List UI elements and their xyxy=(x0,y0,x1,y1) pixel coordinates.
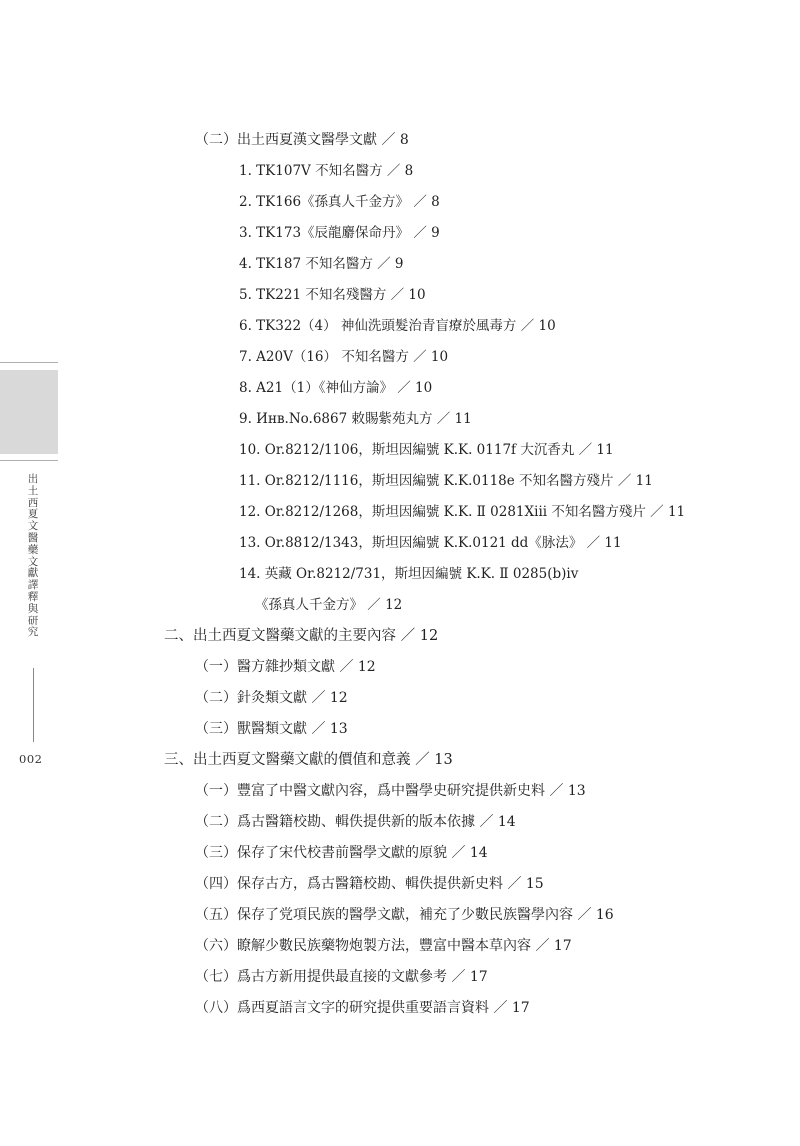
toc-entry: （六）瞭解少數民族藥物炮製方法，豐富中醫本草內容 ／ 17 xyxy=(195,938,572,954)
toc-entry: （八）爲西夏語言文字的研究提供重要語言資料 ／ 17 xyxy=(195,1000,530,1016)
toc-entry: （二）爲古醫籍校勘、輯佚提供新的版本依據 ／ 14 xyxy=(195,814,516,830)
margin-rule-top xyxy=(0,362,58,363)
toc-entry: （二）針灸類文獻 ／ 12 xyxy=(195,690,348,706)
page-number: 002 xyxy=(19,752,43,766)
toc-section-heading: 二、出土西夏文醫藥文獻的主要內容 ／ 12 xyxy=(164,628,439,644)
toc-entry: （七）爲古方新用提供最直接的文獻參考 ／ 17 xyxy=(195,969,488,985)
margin-gray-block xyxy=(0,370,58,454)
toc-section-heading: 三、出土西夏文醫藥文獻的價值和意義 ／ 13 xyxy=(164,752,453,768)
toc-entry: 14. 英藏 Or.8212/731，斯坦因編號 K.K. Ⅱ 0285(b)iv xyxy=(239,566,579,582)
running-book-title: 出土西夏文醫藥文獻譯釋與研究 xyxy=(27,473,39,639)
toc-entry: 6. TK322（4） 神仙洗頭髮治青盲療於風毒方 ／ 10 xyxy=(239,318,556,334)
toc-entry: （三）獸醫類文獻 ／ 13 xyxy=(195,721,348,737)
toc-entry: （三）保存了宋代校書前醫學文獻的原貌 ／ 14 xyxy=(195,845,488,861)
toc-entry: 10. Or.8212/1106，斯坦因編號 K.K. 0117f 大沉香丸 ／ 11 xyxy=(239,442,614,458)
toc-entry: 11. Or.8212/1116，斯坦因編號 K.K.0118e 不知名醫方殘片 ／ 11 xyxy=(239,473,653,489)
toc-entry: （二）出土西夏漢文醫學文獻 ／ 8 xyxy=(195,132,409,148)
toc-entry: 4. TK187 不知名醫方 ／ 9 xyxy=(239,256,404,272)
toc-entry: （一）豐富了中醫文獻內容，爲中醫學史研究提供新史料 ／ 13 xyxy=(195,783,586,799)
toc-entry-continuation: 《孫真人千金方》 ／ 12 xyxy=(255,597,403,613)
toc-entry: 3. TK173《辰龍麝保命丹》 ／ 9 xyxy=(239,225,440,241)
toc-entry: 7. A20V（16） 不知名醫方 ／ 10 xyxy=(239,349,449,365)
toc-entry: 13. Or.8812/1343，斯坦因編號 K.K.0121 dd《脉法》 ／ 11 xyxy=(239,535,622,551)
running-title-rule xyxy=(33,668,34,742)
margin-rule-bottom xyxy=(0,460,58,461)
toc-entry: 12. Or.8212/1268，斯坦因編號 K.K. Ⅱ 0281Xiii 不知名醫方殘片 ／ 11 xyxy=(239,504,686,520)
toc-entry: 8. A21（1）《神仙方論》 ／ 10 xyxy=(239,380,433,396)
toc-entry: （四）保存古方，爲古醫籍校勘、輯佚提供新史料 ／ 15 xyxy=(195,876,544,892)
toc-entry: 2. TK166《孫真人千金方》 ／ 8 xyxy=(239,194,440,210)
toc-entry: 9. Инв.No.6867 敕賜紫苑丸方 ／ 11 xyxy=(239,411,472,427)
toc-entry: 5. TK221 不知名殘醫方 ／ 10 xyxy=(239,287,426,303)
toc-entry: （五）保存了党項民族的醫學文獻，補充了少數民族醫學內容 ／ 16 xyxy=(195,907,614,923)
toc-entry: （一）醫方雜抄類文獻 ／ 12 xyxy=(195,659,376,675)
toc-entry: 1. TK107V 不知名醫方 ／ 8 xyxy=(239,163,414,179)
